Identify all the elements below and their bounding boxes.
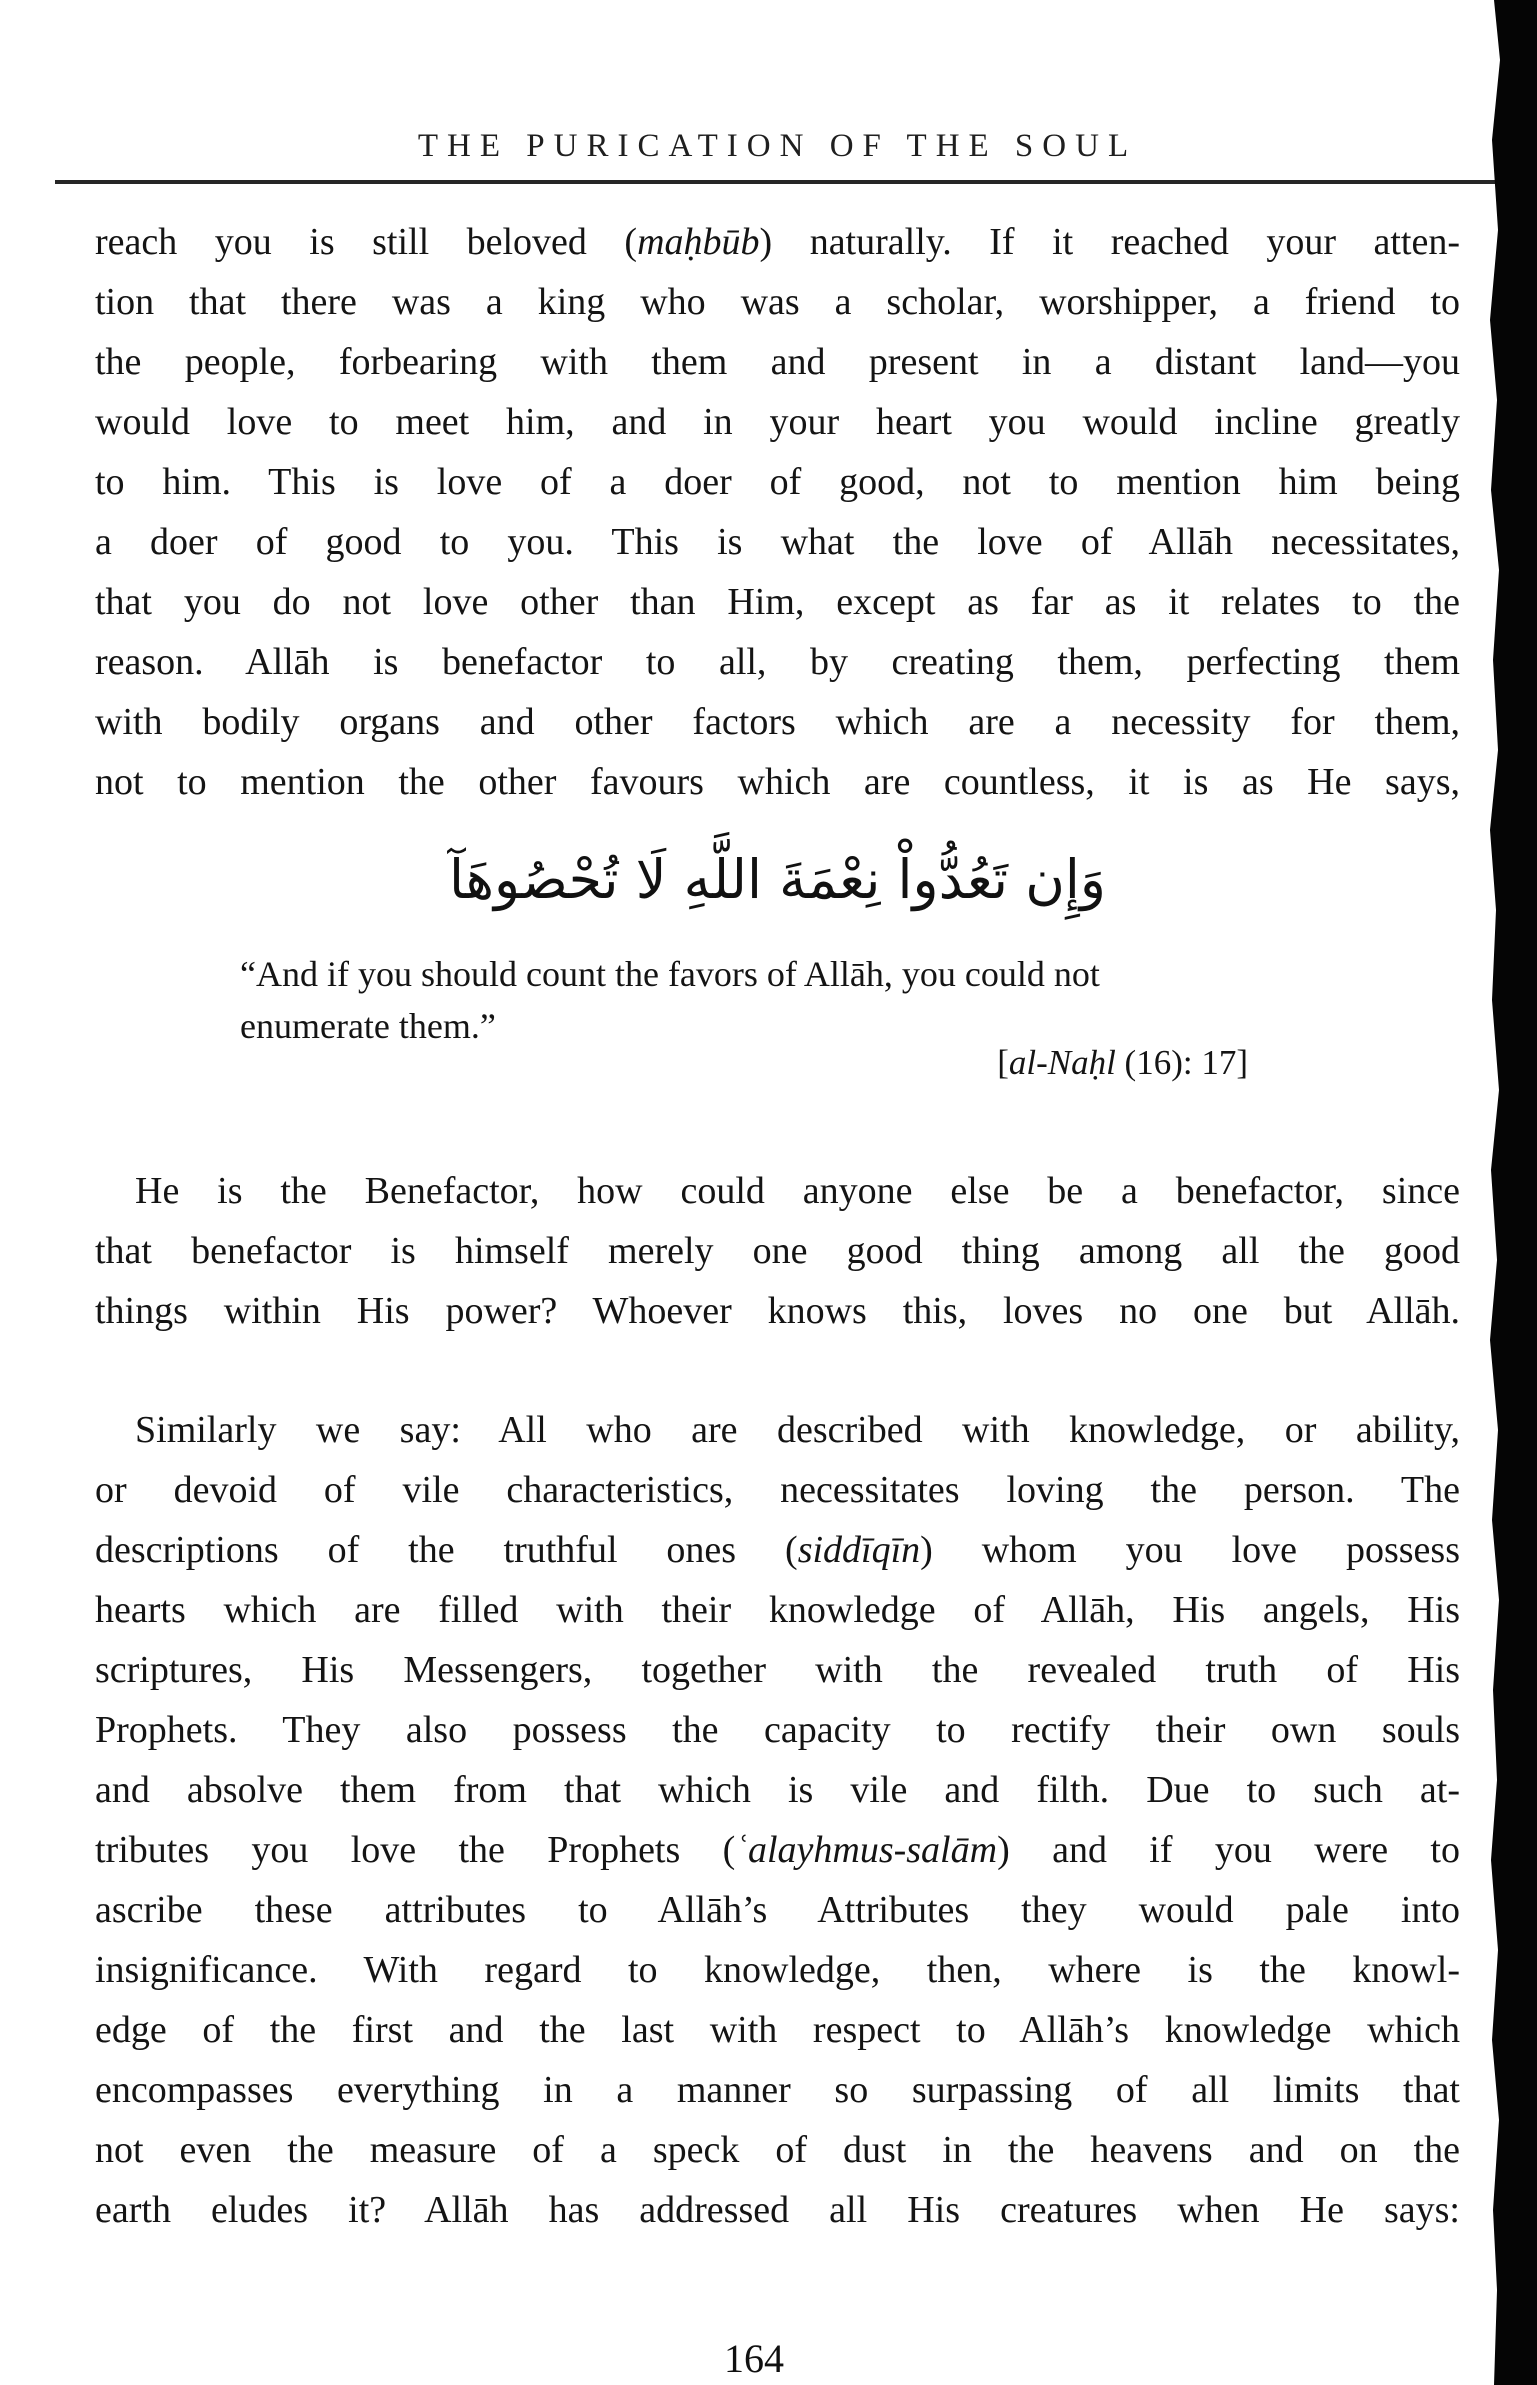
verse-translation-quote xyxy=(95,948,1460,1052)
text-line: Prophets. They also possess the capacity to rectify their own souls xyxy=(95,1709,1460,1751)
text-line: not to mention the other favours which are countless, it is as He says, xyxy=(95,761,1460,803)
text-line: tion that there was a king who was a scholar, worshipper, a friend to xyxy=(95,281,1460,323)
text-line: that you do not love other than Him, except as far as it relates to the xyxy=(95,581,1460,623)
page-number: 164 xyxy=(724,2336,784,2381)
text-line: and absolve them from that which is vile and filth. Due to such at- xyxy=(95,1769,1460,1811)
verse-citation xyxy=(95,1038,1248,1088)
text-line: hearts which are filled with their knowledge of Allāh, His angels, His xyxy=(95,1589,1460,1631)
text-line: reason. Allāh is benefactor to all, by creating them, perfecting them xyxy=(95,641,1460,683)
arabic-verse: وَإِن تَعُدُّواْ نِعْمَةَ اللَّهِ لَا تُحْصُوهَآ xyxy=(449,848,1106,911)
text-line: or devoid of vile characteristics, necessitates loving the person. The xyxy=(95,1469,1460,1511)
text-line: the people, forbearing with them and present in a distant land—you xyxy=(95,341,1460,383)
text-line: enumerate them.” xyxy=(240,1006,496,1046)
text-line: He is the Benefactor, how could anyone else be a benefactor, since xyxy=(135,1170,1460,1212)
text-line: would love to meet him, and in your heart you would incline greatly xyxy=(95,401,1460,443)
text-line: tributes you love the Prophets (ʿalayhmus-salām) and if you were to xyxy=(95,1829,1460,1871)
text-line: reach you is still beloved (maḥbūb) naturally. If it reached your atten- xyxy=(95,221,1460,263)
text-line: earth eludes it? Allāh has addressed all His creatures when He says: xyxy=(95,2189,1460,2231)
text-line: that benefactor is himself merely one good thing among all the good xyxy=(95,1230,1460,1272)
text-line: descriptions of the truthful ones (siddīqīn) whom you love possess xyxy=(95,1529,1460,1571)
text-line: [al-Naḥl (16): 17] xyxy=(997,1043,1248,1082)
paragraph xyxy=(95,212,1460,812)
text-line: to him. This is love of a doer of good, not to mention him being xyxy=(95,461,1460,503)
running-header: THE PURICATION OF THE SOUL xyxy=(417,128,1138,164)
text-line: with bodily organs and other factors which are a necessity for them, xyxy=(95,701,1460,743)
text-line: Similarly we say: All who are described with knowledge, or ability, xyxy=(135,1409,1460,1451)
text-line: edge of the first and the last with respect to Allāh’s knowledge which xyxy=(95,2009,1460,2051)
text-line: encompasses everything in a manner so surpassing of all limits that xyxy=(95,2069,1460,2111)
header-rule xyxy=(55,180,1507,184)
text-line: not even the measure of a speck of dust in the heavens and on the xyxy=(95,2129,1460,2171)
text-line: scriptures, His Messengers, together with the revealed truth of His xyxy=(95,1649,1460,1691)
text-line: things within His power? Whoever knows this, loves no one but Allāh. xyxy=(95,1290,1460,1332)
paragraph xyxy=(95,1161,1460,1341)
paragraph xyxy=(95,1400,1460,2240)
text-line: a doer of good to you. This is what the love of Allāh necessitates, xyxy=(95,521,1460,563)
scan-edge-artifact xyxy=(1484,0,1537,2385)
text-line: ascribe these attributes to Allāh’s Attributes they would pale into xyxy=(95,1889,1460,1931)
text-line: insignificance. With regard to knowledge, then, where is the knowl- xyxy=(95,1949,1460,1991)
text-line: “And if you should count the favors of Allāh, you could not xyxy=(240,954,1100,994)
